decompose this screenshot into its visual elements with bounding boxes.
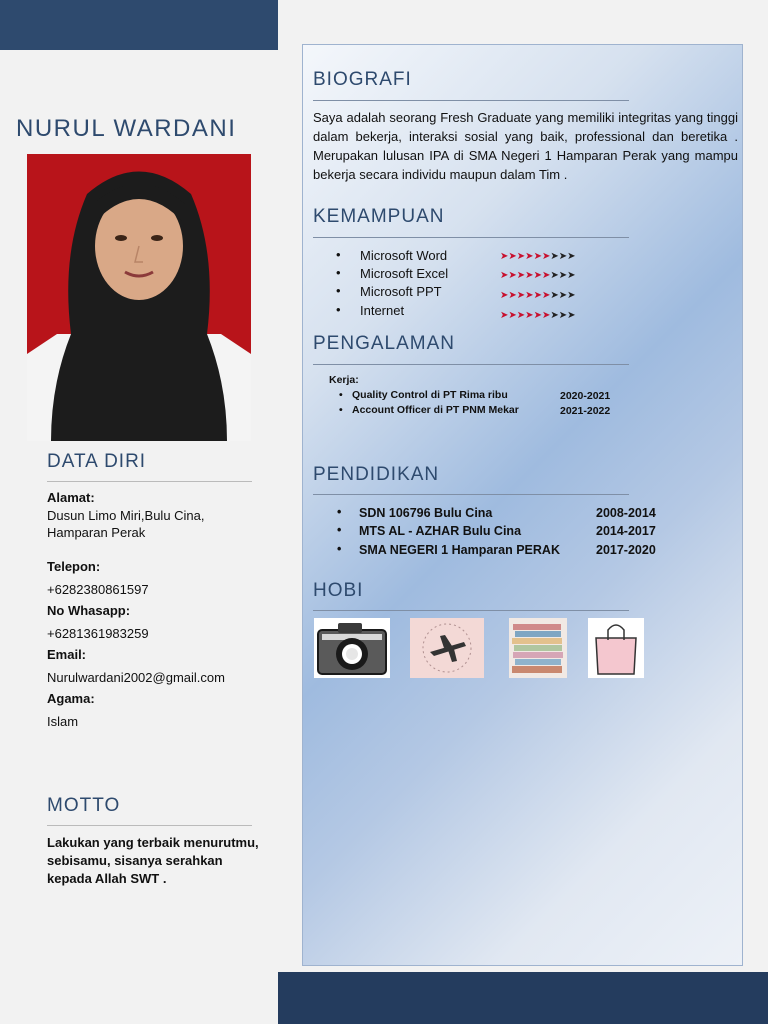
skill-rating [500, 251, 576, 262]
alamat-line-1: Dusun Limo Miri,Bulu Cina, [47, 508, 205, 523]
skill-bullet: • [336, 283, 341, 298]
exp-role: Account Officer di PT PNM Mekar [352, 404, 519, 416]
rating-arrow-filled-icon: ➤ [500, 290, 509, 301]
rating-arrow-empty-icon: ➤ [550, 270, 559, 281]
pengalaman-title: PENGALAMAN [313, 333, 455, 354]
rating-arrow-filled-icon: ➤ [525, 251, 534, 262]
rating-arrow-empty-icon: ➤ [558, 290, 568, 301]
airplane-icon [410, 618, 484, 678]
edu-years: 2014-2017 [596, 524, 656, 538]
rating-arrow-filled-icon: ➤ [516, 270, 526, 281]
rating-arrow-filled-icon: ➤ [533, 290, 542, 301]
skill-bullet: • [336, 265, 341, 280]
whatsapp-value: +6281361983259 [47, 626, 149, 641]
rating-arrow-empty-icon: ➤ [567, 310, 576, 321]
motto-text: Lakukan yang terbaik menurutmu, sebisamu, sisanya serahkan kepada Allah SWT . [47, 835, 259, 886]
pendidikan-title: PENDIDIKAN [313, 464, 440, 485]
telepon-value: +6282380861597 [47, 582, 149, 597]
rating-arrow-empty-icon: ➤ [567, 290, 576, 301]
rating-arrow-empty-icon: ➤ [558, 310, 568, 321]
kerja-label: Kerja: [329, 374, 359, 386]
rating-arrow-filled-icon: ➤ [516, 251, 526, 262]
rating-arrow-filled-icon: ➤ [500, 270, 509, 281]
exp-bullet: • [339, 404, 343, 416]
data-diri-divider [47, 481, 252, 482]
pendidikan-divider [313, 494, 629, 495]
rating-arrow-filled-icon: ➤ [541, 290, 551, 301]
edu-bullet: • [337, 505, 342, 519]
biografi-text: Saya adalah seorang Fresh Graduate yang memiliki integritas yang tinggi dalam bekerja, interaksi sosial yang baik, professional dan beretika . Merupakan lulusan IPA di SMA Negeri 1 Hamparan Perak yang mampu bekerja secara individu maupun dalam Tim . [313, 110, 738, 182]
shopping-bag-icon [588, 618, 644, 678]
edu-school: SDN 106796 Bulu Cina [359, 506, 493, 520]
rating-arrow-empty-icon: ➤ [567, 270, 576, 281]
rating-arrow-empty-icon: ➤ [567, 251, 576, 262]
skill-name: Microsoft Excel [360, 266, 449, 281]
biografi-divider [313, 100, 629, 101]
email-value: Nurulwardani2002@gmail.com [47, 670, 225, 685]
edu-bullet: • [337, 542, 342, 556]
books-icon [509, 618, 567, 678]
kemampuan-divider [313, 237, 629, 238]
rating-arrow-filled-icon: ➤ [508, 270, 517, 281]
rating-arrow-filled-icon: ➤ [516, 310, 526, 321]
agama-value: Islam [47, 714, 79, 729]
rating-arrow-filled-icon: ➤ [508, 290, 517, 301]
rating-arrow-filled-icon: ➤ [516, 290, 526, 301]
pengalaman-divider [313, 364, 629, 365]
skill-name: Microsoft PPT [360, 284, 442, 299]
rating-arrow-empty-icon: ➤ [558, 251, 568, 262]
whatsapp-label: No Whasapp: [47, 603, 131, 618]
rating-arrow-empty-icon: ➤ [550, 310, 559, 321]
skill-rating [500, 310, 576, 321]
hobi-title: HOBI [313, 580, 364, 601]
alamat-line-2: Hamparan Perak [47, 525, 146, 540]
exp-years: 2020-2021 [560, 390, 611, 402]
edu-bullet: • [337, 523, 342, 537]
email-label: Email: [47, 647, 87, 662]
edu-years: 2017-2020 [596, 543, 656, 557]
rating-arrow-filled-icon: ➤ [525, 290, 534, 301]
rating-arrow-filled-icon: ➤ [500, 310, 509, 321]
skill-name: Microsoft Word [360, 248, 448, 263]
biografi-title: BIOGRAFI [313, 69, 412, 90]
skill-name: Internet [360, 303, 405, 318]
portrait-illustration [27, 154, 251, 441]
agama-label: Agama: [47, 691, 95, 706]
rating-arrow-empty-icon: ➤ [550, 290, 559, 301]
skill-bullet: • [336, 302, 341, 317]
skill-rating [500, 290, 576, 301]
rating-arrow-filled-icon: ➤ [541, 251, 551, 262]
kemampuan-title: KEMAMPUAN [313, 206, 445, 227]
bottom-accent-bar [278, 972, 768, 1024]
profile-name: NURUL WARDANI [16, 115, 237, 142]
rating-arrow-filled-icon: ➤ [533, 270, 542, 281]
rating-arrow-filled-icon: ➤ [525, 270, 534, 281]
rating-arrow-filled-icon: ➤ [508, 310, 517, 321]
rating-arrow-filled-icon: ➤ [533, 251, 542, 262]
telepon-label: Telepon: [47, 559, 101, 574]
rating-arrow-filled-icon: ➤ [525, 310, 534, 321]
data-diri-title: DATA DIRI [47, 451, 147, 472]
edu-school: SMA NEGERI 1 Hamparan PERAK [359, 543, 560, 557]
profile-photo [27, 154, 251, 441]
rating-arrow-empty-icon: ➤ [550, 251, 559, 262]
edu-years: 2008-2014 [596, 506, 656, 520]
rating-arrow-filled-icon: ➤ [541, 270, 551, 281]
rating-arrow-empty-icon: ➤ [558, 270, 568, 281]
rating-arrow-filled-icon: ➤ [508, 251, 517, 262]
rating-arrow-filled-icon: ➤ [533, 310, 542, 321]
camera-icon [314, 618, 390, 678]
motto-title: MOTTO [47, 795, 121, 816]
exp-bullet: • [339, 389, 343, 401]
hobi-divider [313, 610, 629, 611]
exp-years: 2021-2022 [560, 405, 611, 417]
rating-arrow-filled-icon: ➤ [541, 310, 551, 321]
top-accent-bar [0, 0, 278, 50]
edu-school: MTS AL - AZHAR Bulu Cina [359, 524, 522, 538]
skill-bullet: • [336, 247, 341, 262]
alamat-label: Alamat: [47, 490, 95, 505]
rating-arrow-filled-icon: ➤ [500, 251, 509, 262]
skill-rating [500, 270, 576, 281]
exp-role: Quality Control di PT Rima ribu [352, 389, 508, 401]
motto-divider [47, 825, 252, 826]
